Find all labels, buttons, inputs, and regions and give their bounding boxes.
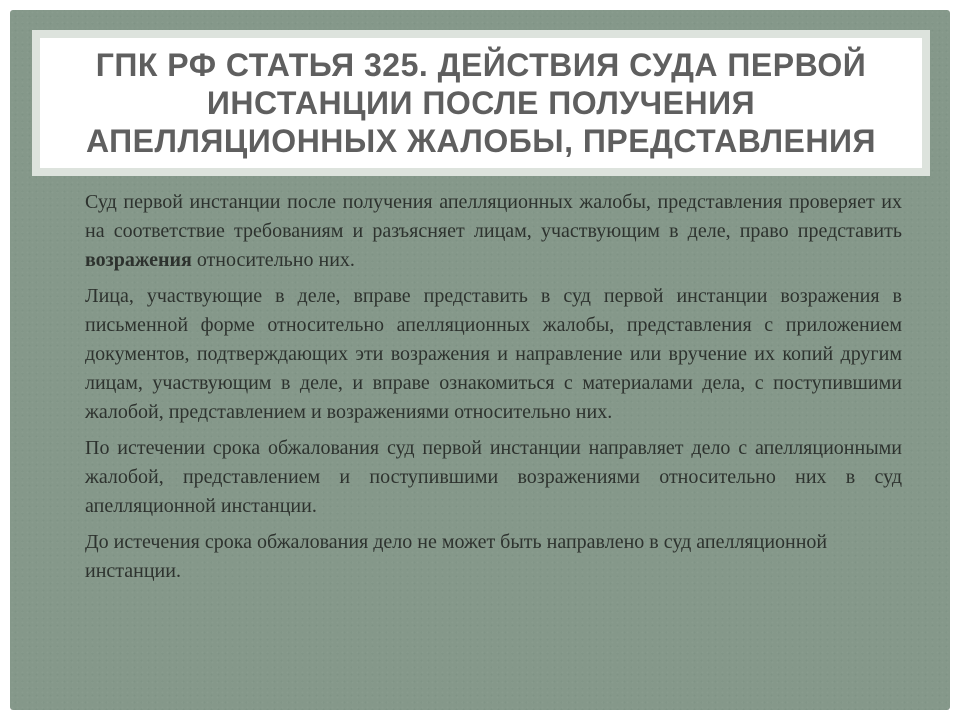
paragraph-1-text-end: относительно них. (191, 249, 355, 271)
title-box (32, 30, 930, 176)
paragraph-1-text-start: Суд первой инстанции после получения апелляционных жалобы, представления проверяет их на соответствие требованиям и разъясняет лицам, участвующим в деле, право представить (85, 191, 902, 242)
paragraph-3: По истечении срока обжалования суд первой инстанции направляет дело с апелляционными жалобой, представлением и поступившими возражениями относительно них в суд апелляционной инстанции. (85, 437, 902, 517)
paragraph-2: Лица, участвующие в деле, вправе представить в суд первой инстанции возражения в письменной форме относительно апелляционных жалобы, представления с приложением документов, подтверждающих эти возражения и направление или вручение их копий другим лицам, участвующим в деле, и вправе ознакомиться с материалами дела, с поступившими жалобой, представлением и возражениями относительно них. (85, 285, 902, 423)
paragraph-1-bold-term: возражения (85, 249, 192, 271)
slide-title: ГПК РФ СТАТЬЯ 325. ДЕЙСТВИЯ СУДА ПЕРВОЙ ИНСТАНЦИИ ПОСЛЕ ПОЛУЧЕНИЯ АПЕЛЛЯЦИОННЫХ ЖАЛОБЫ, ПРЕДСТАВЛЕНИЯ (85, 47, 876, 159)
title-inner (40, 38, 922, 168)
slide (10, 10, 950, 710)
slide-body (85, 188, 902, 593)
paragraph-1 (85, 188, 902, 275)
paragraph-4: До истечения срока обжалования дело не может быть направлено в суд апелляционной инстанции. (85, 531, 828, 582)
